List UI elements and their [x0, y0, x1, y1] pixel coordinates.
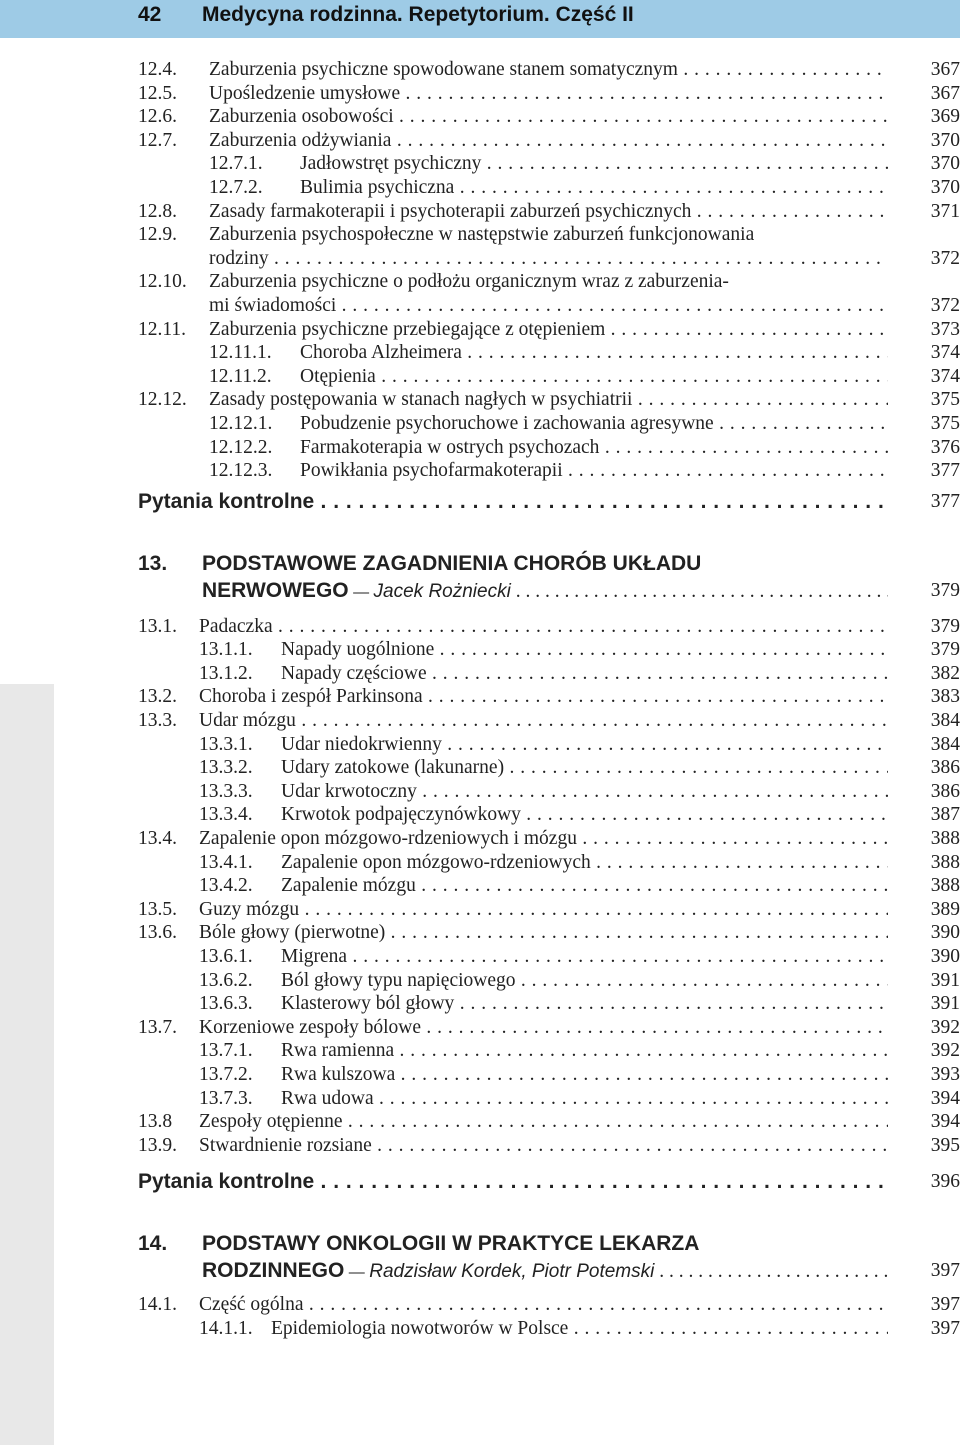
toc-entry-title: Rwa ramienna . . . [281, 1039, 888, 1063]
toc-entry[interactable] [138, 223, 960, 247]
toc-entry[interactable] [138, 365, 960, 389]
toc-entry[interactable] [138, 638, 960, 662]
toc-entry-page: 376 [930, 436, 960, 458]
toc-entry-title: Migrena . . . [281, 945, 888, 969]
toc-entry-number: 12.4. [138, 59, 177, 80]
table-of-contents [138, 58, 960, 1341]
toc-entry-page: 392 [930, 1040, 960, 1062]
toc-entry[interactable] [138, 851, 960, 875]
toc-entry[interactable] [138, 992, 960, 1016]
toc-entry-title: Zaburzenia psychiczne przebiegające z otępieniem . . . [209, 318, 888, 342]
toc-entry[interactable] [138, 1063, 960, 1087]
page-number: 42 [138, 3, 162, 26]
toc-entry-number: 13.4.2. [199, 875, 253, 897]
toc-entry-title: Zapalenie opon mózgowo-rdzeniowych i mózgu . . . [199, 827, 888, 851]
chapter-page: 379 [930, 579, 960, 601]
toc-entry-number: 12.7.2. [209, 176, 263, 198]
control-questions-page: 377 [930, 490, 960, 512]
toc-entry-page: 370 [930, 129, 960, 151]
toc-entry-page: 390 [930, 946, 960, 967]
toc-entry-number: 13.1.2. [199, 662, 253, 684]
toc-entry-number: 14.1. [138, 1294, 177, 1316]
toc-entry-number: 13.5. [138, 898, 177, 920]
toc-entry-page: 379 [930, 639, 960, 661]
toc-entry[interactable] [138, 1293, 960, 1317]
toc-entry-page: 374 [930, 342, 960, 364]
toc-entry-page: 377 [930, 460, 960, 482]
side-tab [0, 684, 54, 1445]
toc-entry-title: Zespoły otępienne . . . [199, 1110, 888, 1134]
toc-entry-number: 13.7.2. [199, 1063, 253, 1085]
toc-entry[interactable] [138, 152, 960, 176]
toc-entry-title: Udar mózgu . . . [199, 709, 888, 733]
chapter-title-word: RODZINNEGO [202, 1259, 345, 1283]
toc-entry-title: Udar niedokrwienny . . . [281, 733, 888, 757]
chapter-title-line1: PODSTAWOWE ZAGADNIENIA CHORÓB UKŁADU [202, 551, 702, 575]
toc-entry[interactable] [138, 827, 960, 851]
toc-entry-page: 386 [930, 780, 960, 802]
toc-entry-title: Rwa kulszowa . . . [281, 1063, 888, 1087]
toc-entry-number: 13.3.1. [199, 733, 253, 755]
toc-entry[interactable] [138, 756, 960, 780]
chapter-title-line1: PODSTAWY ONKOLOGII W PRAKTYCE LEKARZA [202, 1232, 700, 1256]
toc-entry-page: 395 [930, 1134, 960, 1156]
toc-entry-page: 394 [930, 1111, 960, 1133]
toc-entry-page: 387 [930, 804, 960, 826]
toc-entry-title: Krwotok podpajęczynówkowy . . . [281, 803, 888, 827]
toc-entry-title: rodziny . . . [209, 247, 888, 271]
toc-entry-title: Rwa udowa . . . [281, 1087, 888, 1111]
chapter-title-line2 [202, 577, 888, 607]
toc-entry-page: 382 [930, 662, 960, 684]
chapter-title-word: NERWOWEGO [202, 578, 349, 602]
toc-entry-page: 390 [930, 922, 960, 944]
toc-entry[interactable] [138, 1039, 960, 1063]
chapter-author: Radzisław Kordek, Piotr Potemski [369, 1261, 655, 1283]
chapter-page: 397 [930, 1260, 960, 1282]
toc-entry-page: 375 [930, 389, 960, 411]
toc-entry-number: 13.9. [138, 1134, 177, 1156]
toc-entry-number: 12.7.1. [209, 153, 263, 175]
toc-entry[interactable] [138, 709, 960, 733]
toc-entry-page: 384 [930, 710, 960, 732]
toc-entry-page: 370 [930, 176, 960, 198]
chapter-author: Jacek Rożniecki [373, 580, 511, 602]
toc-entry[interactable] [138, 780, 960, 804]
toc-entry[interactable] [138, 318, 960, 342]
section-13-list [138, 615, 960, 1158]
toc-entry[interactable] [138, 803, 960, 827]
toc-entry-number: 13.7.1. [199, 1040, 253, 1062]
toc-entry-title: Zasady farmakoterapii i psychoterapii zaburzeń psychicznych . . . [209, 200, 888, 224]
toc-entry-number: 13.8 [138, 1111, 173, 1133]
toc-entry-number: 13.6.3. [199, 993, 253, 1015]
toc-entry-number: 12.11. [138, 318, 187, 340]
toc-entry-number: 13.1.1. [199, 639, 253, 661]
toc-entry[interactable] [138, 129, 960, 153]
toc-entry-page: 394 [930, 1087, 960, 1109]
toc-entry-page: 388 [930, 851, 960, 873]
toc-entry-title: Część ogólna . . . [199, 1293, 888, 1317]
toc-entry[interactable] [138, 1016, 960, 1040]
control-questions-entry[interactable] [138, 489, 960, 515]
toc-entry-page: 393 [930, 1063, 960, 1085]
toc-entry-title: Guzy mózgu . . . [199, 898, 888, 922]
toc-entry[interactable] [138, 615, 960, 639]
toc-entry-number: 12.11.1. [209, 342, 272, 364]
toc-entry-number: 13.3.3. [199, 780, 253, 802]
toc-entry[interactable] [138, 733, 960, 757]
toc-entry-title: Zaburzenia psychiczne o podłożu organicznym wraz z zaburzenia- [209, 271, 729, 293]
toc-entry-title: Napady uogólnione . . . [281, 638, 888, 662]
toc-entry-number: 13.3.2. [199, 757, 253, 779]
toc-entry-page: 388 [930, 828, 960, 850]
title-dash: — [348, 1264, 365, 1282]
toc-entry-title: Zaburzenia odżywiania . . . [209, 129, 888, 153]
toc-entry[interactable] [138, 1134, 960, 1158]
toc-entry-title: Zapalenie opon mózgowo-rdzeniowych . . . [281, 851, 888, 875]
toc-entry[interactable] [138, 247, 960, 271]
toc-entry[interactable] [138, 662, 960, 686]
toc-entry[interactable] [138, 105, 960, 129]
toc-entry-number: 12.10. [138, 271, 187, 293]
chapter-number: 13. [138, 551, 168, 575]
toc-entry[interactable] [138, 945, 960, 969]
control-questions-label: Pytania kontrolne . . . [138, 1169, 888, 1195]
toc-entry-page: 375 [930, 412, 960, 434]
toc-entry-page: 384 [930, 733, 960, 755]
toc-entry-title: Pobudzenie psychoruchowe i zachowania agresywne . . . [300, 412, 888, 436]
toc-entry-page: 392 [930, 1016, 960, 1038]
toc-entry[interactable] [138, 341, 960, 365]
toc-entry-number: 13.4.1. [199, 851, 253, 873]
toc-entry-title: Korzeniowe zespoły bólowe . . . [199, 1016, 888, 1040]
book-title: Medycyna rodzinna. Repetytorium. Część II [202, 3, 634, 26]
toc-entry-title: Napady częściowe . . . [281, 662, 888, 686]
toc-entry-title: Choroba i zespół Parkinsona . . . [199, 685, 888, 709]
toc-entry-page: 372 [930, 294, 960, 316]
toc-entry-page: 388 [930, 875, 960, 897]
toc-entry-number: 12.12.2. [209, 436, 273, 458]
toc-entry-number: 13.2. [138, 686, 177, 708]
toc-entry[interactable] [138, 436, 960, 460]
toc-entry-title: Zaburzenia osobowości . . . [209, 105, 888, 129]
toc-entry-page: 386 [930, 757, 960, 779]
toc-entry-number: 13.4. [138, 828, 177, 850]
toc-entry-number: 12.12. [138, 389, 187, 411]
toc-entry-title: Powikłania psychofarmakoterapii . . . [300, 459, 888, 483]
toc-entry-title: Bóle głowy (pierwotne) . . . [199, 921, 888, 945]
toc-entry[interactable] [138, 1087, 960, 1111]
toc-entry-title: Udary zatokowe (lakunarne) . . . [281, 756, 888, 780]
toc-entry-number: 13.7.3. [199, 1087, 253, 1109]
toc-entry-number: 13.3.4. [199, 804, 253, 826]
section-12-list [138, 58, 960, 483]
toc-entry-title: Zaburzenia psychiczne spowodowane stanem somatycznym . . . [209, 58, 888, 82]
control-questions-entry[interactable] [138, 1169, 960, 1195]
toc-entry-number: 13.6. [138, 922, 177, 944]
toc-entry-title: Stwardnienie rozsiane . . . [199, 1134, 888, 1158]
toc-entry-title: Farmakoterapia w ostrych psychozach . . . [300, 436, 888, 460]
page-header-band [0, 0, 960, 38]
toc-entry-number: 13.6.1. [199, 946, 253, 967]
chapter-number: 14. [138, 1232, 168, 1256]
toc-entry[interactable] [138, 874, 960, 898]
toc-entry[interactable] [138, 1110, 960, 1134]
toc-entry-number: 12.12.1. [209, 412, 273, 434]
toc-entry-title: Epidemiologia nowotworów w Polsce . . . [271, 1317, 888, 1341]
toc-entry-number: 14.1.1. [199, 1317, 253, 1339]
toc-entry-page: 391 [930, 969, 960, 991]
toc-entry-number: 12.8. [138, 200, 177, 222]
toc-entry[interactable] [138, 82, 960, 106]
toc-entry-title: Ból głowy typu napięciowego . . . [281, 969, 888, 993]
toc-entry-page: 391 [930, 993, 960, 1015]
toc-entry[interactable] [138, 898, 960, 922]
section-14-list [138, 1293, 960, 1340]
toc-entry-title: Udar krwotoczny . . . [281, 780, 888, 804]
toc-entry-number: 12.12.3. [209, 460, 273, 482]
toc-entry[interactable] [138, 969, 960, 993]
toc-entry[interactable] [138, 388, 960, 412]
toc-entry-title: Jadłowstręt psychiczny . . . [300, 152, 888, 176]
toc-entry-title: mi świadomości . . . [209, 294, 888, 318]
toc-entry-number: 12.11.2. [209, 365, 272, 387]
toc-entry-page: 373 [930, 318, 960, 340]
toc-entry-page: 397 [930, 1317, 960, 1339]
toc-entry-page: 374 [930, 365, 960, 387]
toc-entry-title: Zasady postępowania w stanach nagłych w psychiatrii . . . [209, 388, 888, 412]
toc-entry-number: 12.7. [138, 129, 177, 151]
toc-entry[interactable] [138, 685, 960, 709]
control-questions-label: Pytania kontrolne . . . [138, 489, 888, 515]
control-questions-page: 396 [930, 1171, 960, 1193]
toc-entry-page: 389 [930, 898, 960, 920]
toc-entry-title: Upośledzenie umysłowe . . . [209, 82, 888, 106]
toc-entry-title: Bulimia psychiczna . . . [300, 176, 888, 200]
toc-entry-number: 12.6. [138, 106, 177, 128]
toc-entry-title: Choroba Alzheimera . . . [300, 341, 888, 365]
toc-entry-page: 371 [930, 200, 960, 222]
toc-entry-number: 12.9. [138, 224, 177, 246]
toc-entry-title: Otępienia . . . [300, 365, 888, 389]
chapter-14-heading[interactable] [138, 1231, 960, 1257]
toc-entry[interactable] [138, 921, 960, 945]
toc-entry[interactable] [138, 459, 960, 483]
toc-entry-title: Padaczka . . . [199, 615, 888, 639]
toc-entry[interactable] [138, 58, 960, 82]
toc-entry[interactable] [138, 270, 960, 294]
toc-entry-page: 372 [930, 247, 960, 269]
toc-entry[interactable] [138, 412, 960, 436]
toc-entry[interactable] [138, 200, 960, 224]
toc-entry-page: 383 [930, 686, 960, 708]
toc-entry[interactable] [138, 1317, 960, 1341]
toc-entry-page: 367 [930, 82, 960, 104]
chapter-13-heading-line2[interactable] [138, 577, 960, 605]
chapter-13-heading[interactable] [138, 551, 960, 577]
toc-entry[interactable] [138, 294, 960, 318]
toc-entry-page: 369 [930, 106, 960, 128]
toc-entry[interactable] [138, 176, 960, 200]
toc-entry-number: 13.7. [138, 1016, 177, 1038]
toc-entry-page: 367 [930, 59, 960, 80]
toc-entry-number: 13.1. [138, 615, 177, 637]
toc-entry-number: 13.3. [138, 710, 177, 732]
chapter-title-line2 [202, 1257, 888, 1287]
toc-entry-page: 370 [930, 153, 960, 175]
toc-entry-page: 397 [930, 1294, 960, 1316]
chapter-14-heading-line2[interactable] [138, 1257, 960, 1285]
title-dash: — [353, 583, 370, 601]
toc-entry-title: Zaburzenia psychospołeczne w następstwie zaburzeń funkcjonowania [209, 224, 755, 246]
toc-entry-title: Zapalenie mózgu . . . [281, 874, 888, 898]
toc-entry-number: 13.6.2. [199, 969, 253, 991]
toc-entry-page: 379 [930, 615, 960, 637]
toc-entry-number: 12.5. [138, 82, 177, 104]
toc-entry-title: Klasterowy ból głowy . . . [281, 992, 888, 1016]
